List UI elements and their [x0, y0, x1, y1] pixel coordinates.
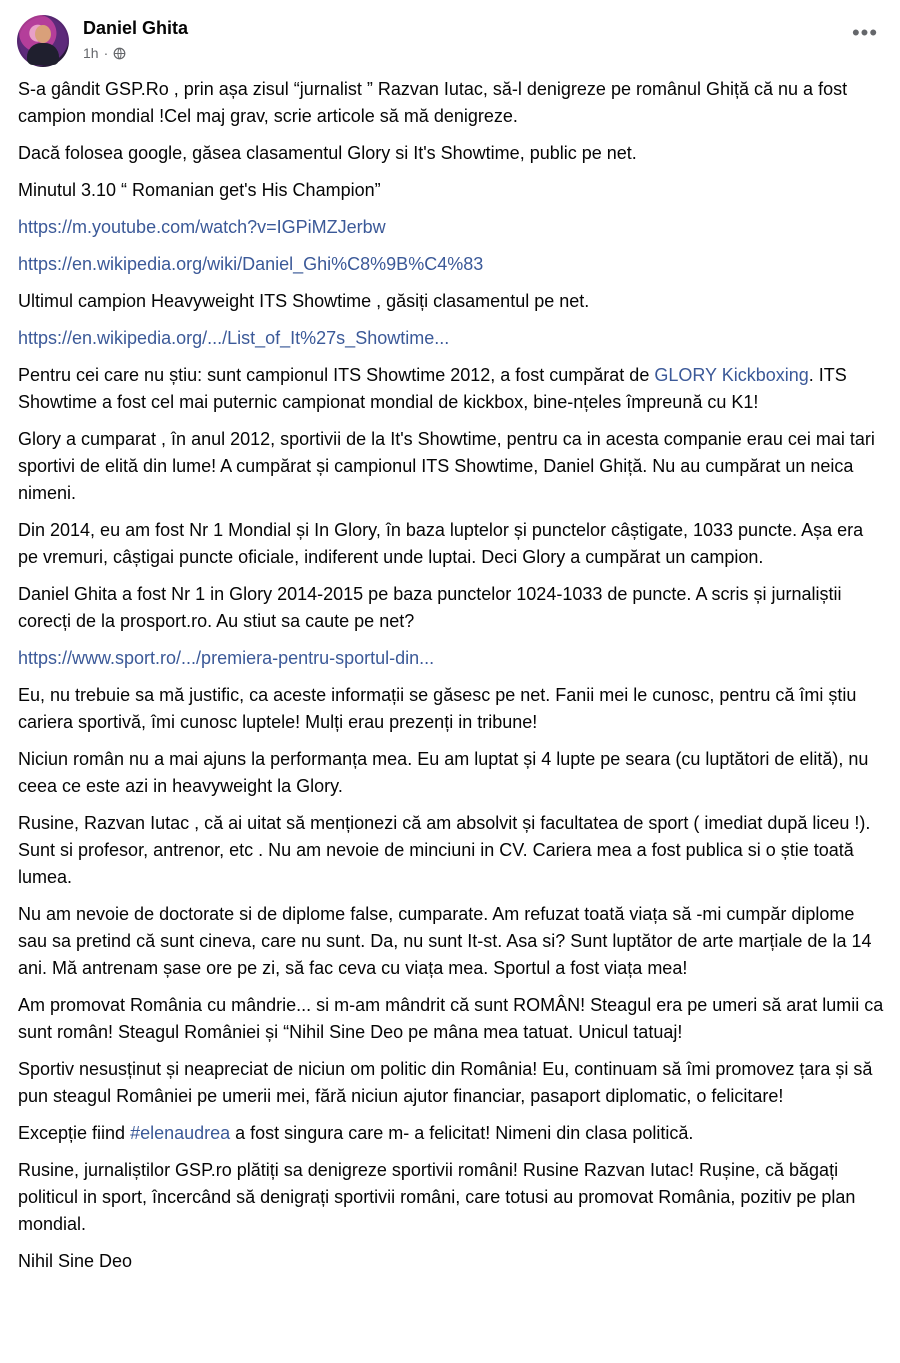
- avatar-head: [35, 25, 51, 43]
- meta-separator: ·: [103, 45, 109, 61]
- avatar-body: [27, 43, 59, 65]
- wikipedia-link[interactable]: https://en.wikipedia.org/wiki/Daniel_Ghi%C8%9B%C4%83: [18, 254, 484, 274]
- paragraph: [18, 1120, 884, 1147]
- text: Pentru cei care nu știu: sunt campionul ITS Showtime 2012, a fost cumpărat de: [18, 365, 655, 385]
- wikipedia-list-link[interactable]: https://en.wikipedia.org/.../List_of_It%27s_Showtime...: [18, 328, 450, 348]
- paragraph: Glory a cumparat , în anul 2012, sportivii de la It's Showtime, pentru ca in acesta companie erau cei mai tari sportivi de elită din lume! A cumpărat și campionul ITS Showtime, Daniel Ghiță. Nu au cumpărat un neica nimeni.: [18, 429, 875, 503]
- paragraph: Nihil Sine Deo: [18, 1251, 133, 1271]
- text: Excepție fiind: [18, 1123, 131, 1143]
- paragraph: Eu, nu trebuie sa mă justific, ca aceste informații se găsesc pe net. Fanii mei le cunosc, pentru că îmi știu cariera sportivă, îmi cunosc luptele! Mulți erau prezenți in tribune!: [18, 685, 857, 732]
- avatar[interactable]: [17, 15, 69, 67]
- paragraph: Daniel Ghita a fost Nr 1 in Glory 2014-2015 pe baza punctelor 1024-1033 de puncte. A scris și jurnaliștii corecți de la prosport.ro. Au stiut sa caute pe net?: [18, 584, 842, 631]
- hashtag-link[interactable]: #elenaudrea: [130, 1123, 231, 1143]
- paragraph: Sportiv nesusținut și neapreciat de niciun om politic din România! Eu, continuam să îmi promovez țara și să pun steagul României pe umerii mei, fără niciun ajutor financiar, pasaport diplomatic, o felicitare!: [18, 1059, 873, 1106]
- text: . ITS Showtime a fost cel mai puternic campionat mondial de kickbox, bine-nțeles împreună cu K1!: [18, 365, 847, 412]
- post-body: [18, 76, 884, 1285]
- post-time[interactable]: 1h: [83, 45, 99, 61]
- paragraph: Rusine, Razvan Iutac , că ai uitat să menționezi că am absolvit și facultatea de sport ( imediat după liceu !). Sunt si profesor, antrenor, etc . Nu am nevoie de minciuni in CV. Cariera mea a fost publica si o știe toată lumea.: [18, 813, 871, 887]
- paragraph: Nu am nevoie de doctorate si de diplome false, cumparate. Am refuzat toată viața să -mi cumpăr diplome sau sa pretind că sunt cineva, care nu sunt. Da, nu sunt It-st. Asa si? Sunt luptător de arte marțiale de la 14 ani. Mă antrenam șase ore pe zi, să fac ceva cu viața mea. Sportul a fost viața mea!: [18, 904, 872, 978]
- glory-kickboxing-link[interactable]: GLORY Kickboxing: [654, 365, 809, 385]
- paragraph: S-a gândit GSP.Ro , prin așa zisul “jurnalist ” Razvan Iutac, să-l denigreze pe românul Ghiță că nu a fost campion mondial !Cel maj grav, scrie articole să mă denigreze.: [18, 79, 848, 126]
- paragraph: Din 2014, eu am fost Nr 1 Mondial și In Glory, în baza luptelor și punctelor câștigate, 1033 puncte. Așa era pe vremuri, câștigai puncte oficiale, indiferent unde luptai. Deci Glory a cumpărat un campion.: [18, 520, 864, 567]
- sport-ro-link[interactable]: https://www.sport.ro/.../premiera-pentru-sportul-din...: [18, 648, 435, 668]
- more-options-button[interactable]: •••: [851, 20, 879, 45]
- paragraph: Dacă folosea google, găsea clasamentul Glory si It's Showtime, public pe net.: [18, 143, 637, 163]
- paragraph: Ultimul campion Heavyweight ITS Showtime , găsiți clasamentul pe net.: [18, 291, 590, 311]
- paragraph: Am promovat România cu mândrie... si m-am mândrit că sunt ROMÂN! Steagul era pe umeri să arat lumii ca sunt român! Steagul României și “Nihil Sine Deo pe mâna mea tatuat. Unicul tatuaj!: [18, 995, 884, 1042]
- youtube-link[interactable]: https://m.youtube.com/watch?v=IGPiMZJerbw: [18, 217, 386, 237]
- text: a fost singura care m- a felicitat! Nimeni din clasa politică.: [230, 1123, 694, 1143]
- author-name[interactable]: Daniel Ghita: [83, 18, 189, 38]
- paragraph: Rusine, jurnaliștilor GSP.ro plătiți sa denigreze sportivii români! Rusine Razvan Iutac! Rușine, că băgați politicul in sport, încercând să denigrați sportivii români, care totusi au promovat România, pozitiv pe plan mondial.: [18, 1160, 856, 1234]
- post-header: [17, 12, 883, 62]
- post-meta: [83, 45, 126, 61]
- globe-icon[interactable]: [113, 47, 126, 60]
- paragraph: [18, 362, 884, 416]
- paragraph: Niciun român nu a mai ajuns la performanța mea. Eu am luptat și 4 lupte pe seara (cu luptători de elită), nu ceea ce este azi in heavyweight la Glory.: [18, 749, 869, 796]
- paragraph: Minutul 3.10 “ Romanian get's His Champion”: [18, 180, 381, 200]
